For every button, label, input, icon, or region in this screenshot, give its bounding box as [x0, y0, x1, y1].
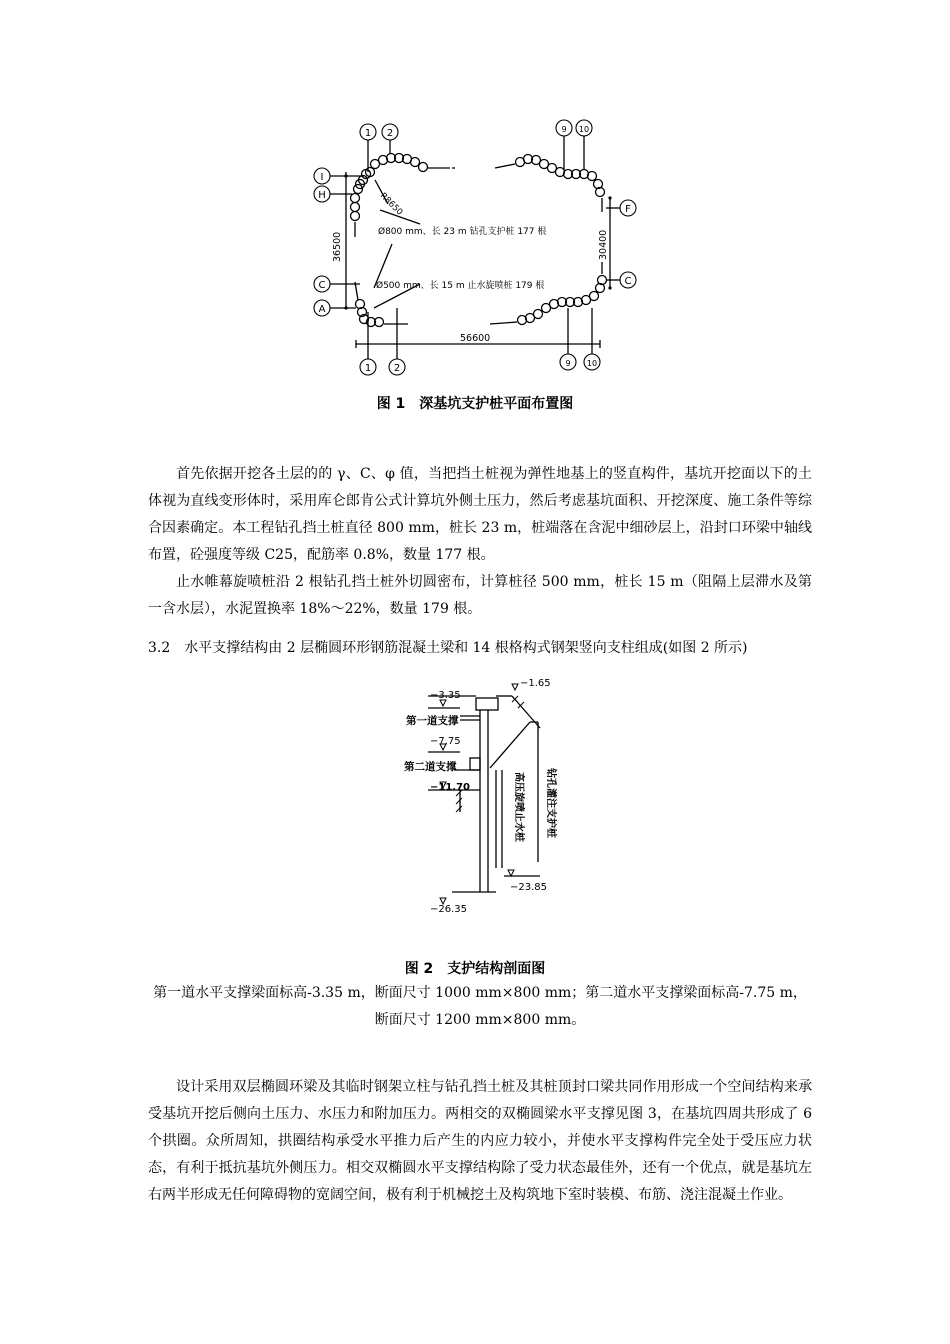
paragraph-4: 设计采用双层椭圆环梁及其临时钢架立柱与钻孔挡土桩及其桩顶封口梁共同作用形成一个空间结构来承受基坑开挖后侧向土压力、水压力和附加压力。两相交的双椭圆梁水平支撑见图 3，在基坑四周共形成了 6 个拱圈。众所周知，拱圈结构承受水平推力后产生的内应力较小，并使水平支撑构件完全处于受压应力状态，有利于抵抗基坑外侧压力。相交双椭圆水平支撑结构除了受力状态最佳外，还有一个优点，就是基坑左右两半形成无任何障碍物的宽阔空间，极有利于机械挖土及构筑地下室时装模、布筋、浇注混凝土作业。	[148, 1079, 812, 1203]
axis-top-left-1: 1	[364, 128, 372, 139]
axis-right-f: F	[625, 204, 631, 215]
paragraph-3: 第一道水平支撑梁面标高-3.35 m，断面尺寸 1000 mm×800 mm；第二道水平支撑梁面标高-7.75 m，断面尺寸 1200 mm×800 mm。	[153, 985, 807, 1028]
label-bored-pile: 钻孔灌注支护桩	[545, 768, 556, 838]
elev-bottom-cut: −11.70	[430, 782, 471, 793]
axis-top-left-2: 2	[386, 128, 394, 139]
axis-top-right-10: 10	[578, 125, 590, 134]
axis-bottom-9: 9	[565, 359, 571, 368]
figure-2-section	[400, 672, 580, 922]
radius-label: R8650	[377, 191, 405, 218]
axis-left-i: I	[320, 172, 324, 183]
section-heading-3-2: 3.2 水平支撑结构由 2 层椭圆环形钢筋混凝土梁和 14 根格构式钢架竖向支柱组成(如图 2 所示)	[148, 640, 748, 656]
figure-1-caption: 图 1 深基坑支护桩平面布置图	[376, 396, 574, 412]
axis-left-c: C	[318, 280, 326, 291]
dim-bottom-56600: 56600	[460, 333, 491, 344]
axis-bottom-2: 2	[393, 363, 401, 374]
paragraph-1: 首先依据开挖各土层的的 γ、C、φ 值，当把挡土桩视为弹性地基上的竖直构件，基坑开挖面以下的土体视为直线变形体时，采用库仑郎肯公式计算坑外侧土压力，然后考虑基坑面积、开挖深度、施工条件等综合因素确定。本工程钻孔挡土桩直径 800 mm，桩长 23 m，桩端落在含泥中细砂层上，沿封口环梁中轴线布置，砼强度等级 C25，配筋率 0.8%，数量 177 根。	[148, 466, 812, 563]
label-jet-column: 高压旋喷止水桩	[513, 772, 524, 842]
section-drawing	[400, 672, 580, 922]
jet-pile-label: Ø500 mm、长 15 m 止水旋喷桩 179 根	[376, 281, 545, 291]
elev-pile-tip: −26.35	[430, 904, 468, 915]
axis-right-c: C	[624, 276, 632, 287]
elev-first: −3.35	[430, 690, 461, 701]
axis-bottom-1: 1	[364, 363, 372, 374]
axis-left-a: A	[318, 304, 326, 315]
axis-bottom-10: 10	[586, 359, 598, 368]
pile-label: Ø800 mm、长 23 m 钻孔支护桩 177 根	[378, 227, 547, 237]
elev-second: −7.75	[430, 736, 461, 747]
paragraph-2: 止水帷幕旋喷桩沿 2 根钻孔挡土桩外切圆密布，计算桩径 500 mm，桩长 15 m（阻隔上层滞水及第一含水层），水泥置换率 18%～22%，数量 179 根。	[148, 574, 812, 617]
dim-left-36500: 36500	[332, 231, 343, 262]
axis-top-right-9: 9	[561, 125, 567, 134]
axis-left-h: H	[318, 190, 326, 201]
elev-top-right: −1.65	[520, 678, 551, 689]
dim-right-30400: 30400	[598, 229, 609, 260]
plan-drawing	[300, 112, 650, 377]
figure-2-caption: 图 2 支护结构剖面图	[404, 961, 546, 977]
figure-1-plan	[300, 112, 650, 377]
label-first-strut: 第一道支撑	[406, 715, 459, 727]
elev-jet-tip: −23.85	[510, 882, 548, 893]
label-second-strut: 第二道支撑	[404, 761, 457, 773]
